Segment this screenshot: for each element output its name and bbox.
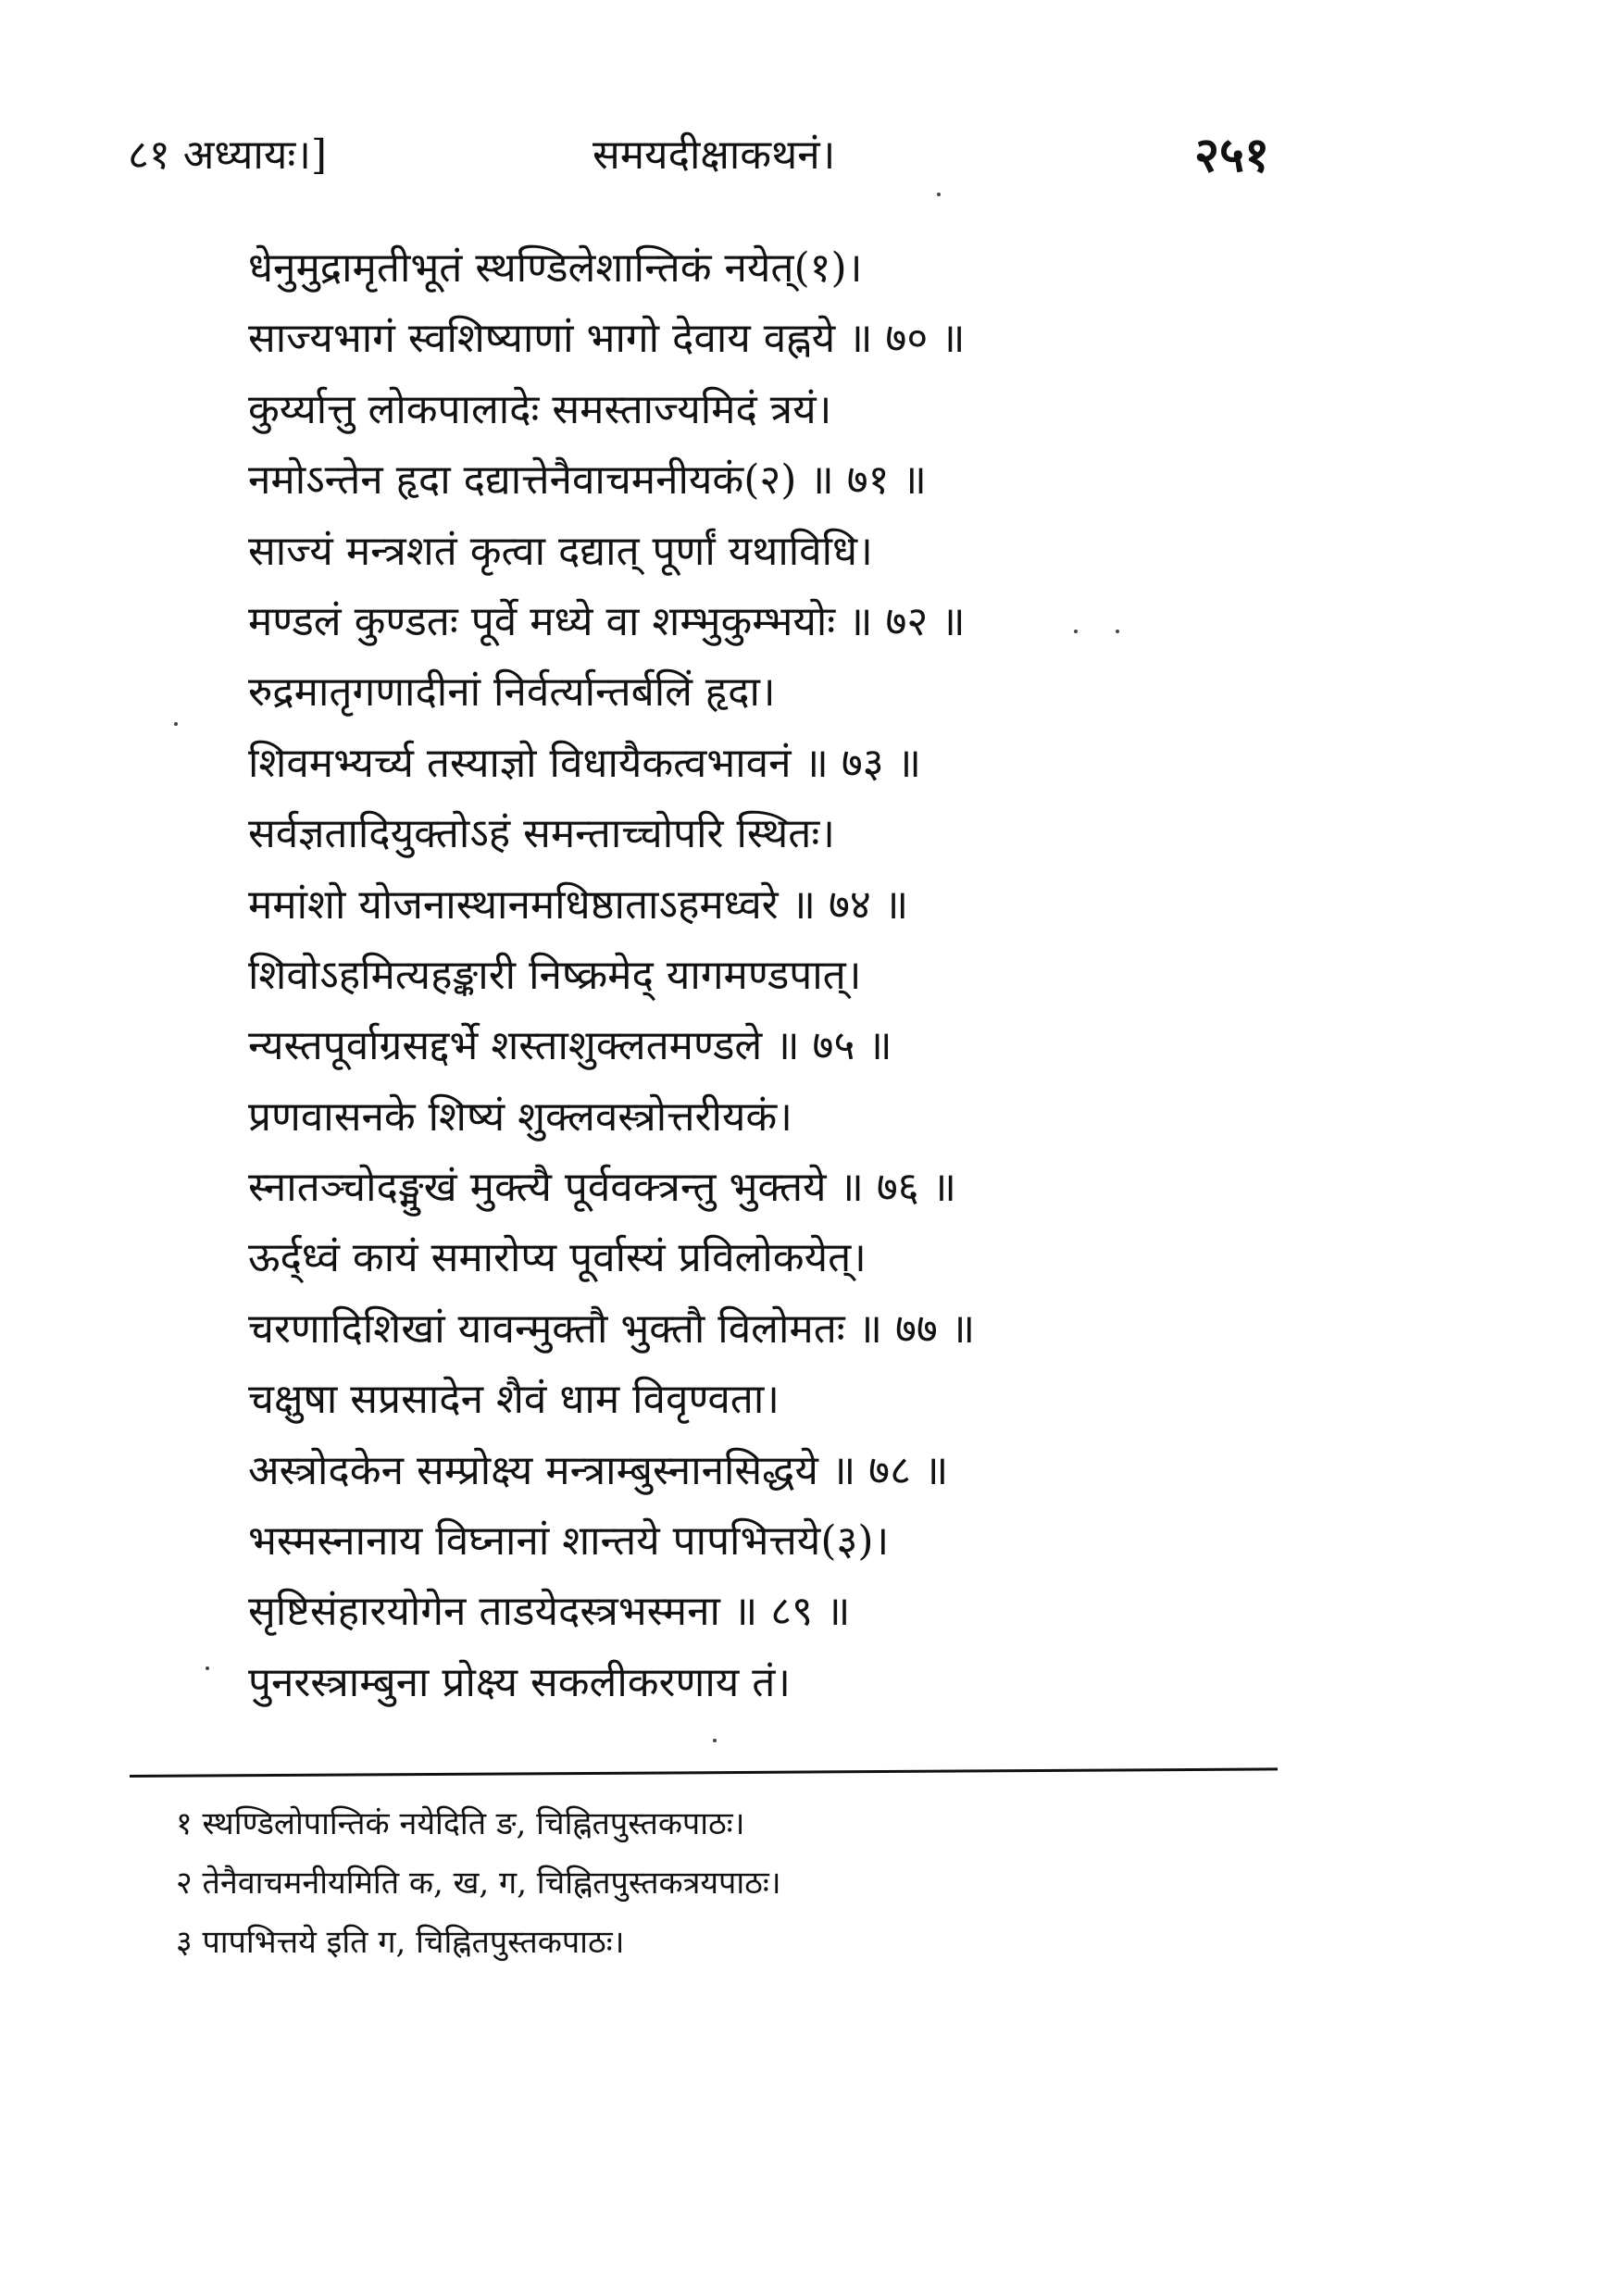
verse-line: साज्यं मन्त्रशतं कृत्वा दद्यात् पूर्णां यथाविधि।: [248, 527, 873, 575]
verse-line: सृष्टिसंहारयोगेन ताडयेदस्त्रभस्मना ॥ ८९ ॥: [248, 1588, 851, 1636]
verse-line: चरणादिशिखां यावन्मुक्तौ भुक्तौ विलोमतः ॥ ७७ ॥: [248, 1304, 976, 1353]
verse-text: [248, 233, 1415, 1718]
chapter-title: समयदीक्षाकथनं।: [593, 131, 836, 179]
verse-line: ममांशो योजनास्थानमधिष्ठाताऽहमध्वरे ॥ ७४ ॥: [248, 880, 909, 929]
footnote: ३ पापभित्तये इति ग, चिह्नितपुस्तकपाठः।: [176, 1924, 625, 1961]
verse-line: धेनुमुद्रामृतीभूतं स्थण्डिलेशान्तिकं नयेत्(१)।: [248, 244, 863, 292]
page-number: २५१: [1194, 127, 1270, 183]
verse-line: शिवमभ्यर्च्य तस्याज्ञो विधायैकत्वभावनं ॥ ७३ ॥: [248, 739, 921, 787]
verse-line: स्नातञ्चोदङ्मुखं मुक्त्यै पूर्ववक्त्रन्तु भुक्तये ॥ ७६ ॥: [248, 1164, 956, 1212]
footnote: २ तेनैवाचमनीयमिति क, ख, ग, चिह्नितपुस्तकत्रयपाठः।: [176, 1865, 781, 1902]
verse-line: अस्त्रोदकेन सम्प्रोक्ष्य मन्त्राम्बुस्नानसिद्धये ॥ ७८ ॥: [248, 1446, 949, 1494]
verse-line: कुर्य्यात्तु लोकपालादेः समस्ताज्यमिदं त्रयं।: [248, 385, 832, 433]
verse-line: न्यस्तपूर्वाग्रसद्दर्भे शस्ताशुक्लतमण्डले ॥ ७५ ॥: [248, 1022, 892, 1070]
scan-speck: [937, 193, 941, 196]
footnotes: [176, 1794, 1287, 1972]
verse-line: रुद्रमातृगणादीनां निर्वर्त्यान्तर्बलिं हृदा।: [248, 668, 776, 717]
footnote: १ स्थण्डिलोपान्तिकं नयेदिति ङ, चिह्नितपुस्तकपाठः।: [176, 1805, 745, 1842]
running-head: [0, 128, 1622, 193]
footnote-separator-rule: [130, 1767, 1278, 1778]
verse-line: मण्डलं कुण्डतः पूर्वे मध्ये वा शम्भुकुम्भयोः ॥ ७२ ॥: [248, 597, 966, 645]
scan-speck: [1116, 630, 1119, 633]
scan-speck: [713, 1739, 717, 1742]
scan-speck: [206, 1666, 209, 1670]
verse-line: ऊर्द्ध्वं कायं समारोप्य पूर्वास्यं प्रविलोकयेत्।: [248, 1234, 867, 1282]
verse-line: साज्यभागं स्वशिष्याणां भागो देवाय वह्नये ॥ ७० ॥: [248, 315, 966, 363]
scan-speck: [1074, 630, 1078, 633]
scan-speck: [174, 722, 178, 726]
verse-line: सर्वज्ञतादियुक्तोऽहं समन्ताच्चोपरि स्थितः।: [248, 810, 835, 858]
verse-line: चक्षुषा सप्रसादेन शैवं धाम विवृण्वता।: [248, 1376, 780, 1424]
verse-line: शिवोऽहमित्यहङ्कारी निष्क्रमेद् यागमण्डपात्।: [248, 951, 862, 999]
chapter-reference: ८१ अध्यायः।]: [128, 131, 328, 179]
verse-line: नमोऽन्तेन हृदा दद्यात्तेनैवाचमनीयकं(२) ॥ ७१ ॥: [248, 456, 927, 505]
verse-line: पुनरस्त्राम्बुना प्रोक्ष्य सकलीकरणाय तं।: [248, 1658, 791, 1706]
verse-line: भस्मस्नानाय विघ्नानां शान्तये पापभित्तये(३)।: [248, 1517, 890, 1566]
verse-line: प्रणवासनके शिष्यं शुक्लवस्त्रोत्तरीयकं।: [248, 1092, 792, 1141]
